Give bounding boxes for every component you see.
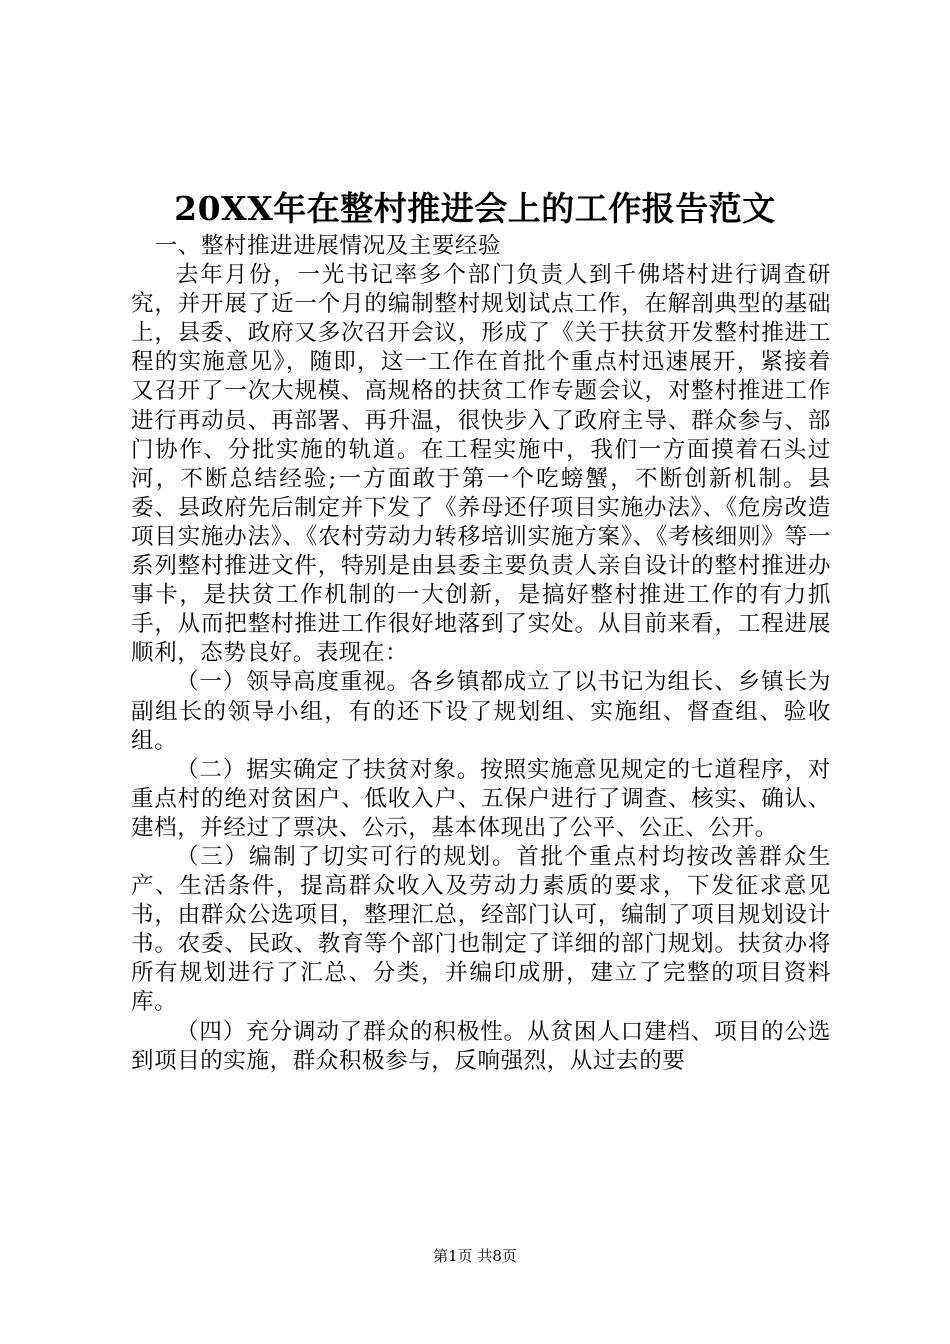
paragraph-item-1: （一）领导高度重视。各乡镇都成立了以书记为组长、乡镇长为副组长的领导小组，有的还下设了规划组、实施组、督查组、验收组。 [131,669,831,754]
document-body [131,232,831,1076]
paragraph-item-3: （三）编制了切实可行的规划。首批个重点村均按改善群众生产、生活条件，提高群众收入及劳动力素质的要求，下发征求意见书，由群众公选项目，整理汇总，经部门认可，编制了项目规划设计书。农委、民政、教育等个部门也制定了详细的部门规划。扶贫办将所有规划进行了汇总、分类，并编印成册，建立了完整的项目资料库。 [131,843,831,1016]
paragraph-item-4: （四）充分调动了群众的积极性。从贫困人口建档、项目的公选到项目的实施，群众积极参与，反响强烈，从过去的要 [131,1018,831,1074]
paragraph-item-2: （二）据实确定了扶贫对象。按照实施意见规定的七道程序，对重点村的绝对贫困户、低收入户、五保户进行了调查、核实、确认、建档，并经过了票决、公示，基本体现出了公平、公正、公开。 [131,756,831,841]
page-footer: 第1页 共8页 [433,1247,517,1265]
section-heading: 一、整村推进进展情况及主要经验 [154,233,502,259]
document-title: 20XX年在整村推进会上的工作报告范文 [174,189,776,228]
paragraph-intro: 去年月份，一光书记率多个部门负责人到千佛塔村进行调查研究，并开展了近一个月的编制整村规划试点工作，在解剖典型的基础上，县委、政府又多次召开会议，形成了《关于扶贫开发整村推进工程的实施意见》，随即，这一工作在首批个重点村迅速展开，紧接着又召开了一次大规模、高规格的扶贫工作专题会议，对整村推进工作进行再动员、再部署、再升温，很快步入了政府主导、群众参与、部门协作、分批实施的轨道。在工程实施中，我们一方面摸着石头过河，不断总结经验;一方面敢于第一个吃螃蟹，不断创新机制。县委、县政府先后制定并下发了《养母还仔项目实施办法》、《危房改造项目实施办法》、《农村劳动力转移培训实施方案》、《考核细则》等一系列整村推进文件，特别是由县委主要负责人亲自设计的整村推进办事卡，是扶贫工作机制的一大创新，是搞好整村推进工作的有力抓手，从而把整村推进工作很好地落到了实处。从目前来看，工程进展顺利，态势良好。表现在： [131,262,831,667]
